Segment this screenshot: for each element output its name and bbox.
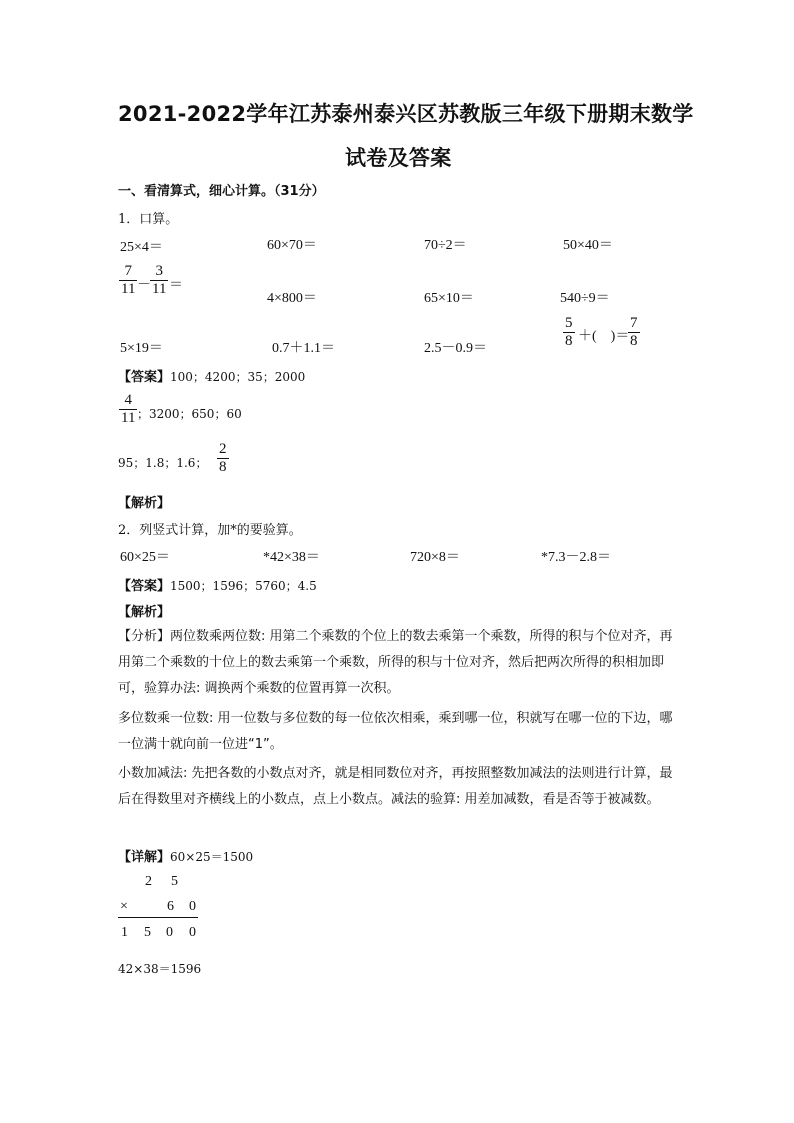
- calc-item: 60×25＝: [120, 550, 170, 565]
- calc-item: 2.5－0.9＝: [424, 341, 487, 356]
- fraction-7-11: $\frac{7}{11}$: [121, 263, 136, 297]
- detail-block: [118, 846, 253, 865]
- calc-item: 0.7＋1.1＝: [272, 341, 335, 356]
- answer-fraction-2-8: $\frac{2}{8}$: [219, 441, 227, 475]
- answer-block: [118, 575, 317, 594]
- calc-item: *7.3－2.8＝: [541, 550, 611, 565]
- analysis-tag: 【解析】: [118, 496, 171, 511]
- analysis-paragraph: 【分析】两位数乘两位数: 用第二个乘数的个位上的数去乘第一个乘数，所得的积与个位对齐，再用第二个乘数的十位上的数去乘第一个乘数，所得的积与十位对齐，然后把两次所得的积相加即可，验算办法: 调换两个乘数的位置再算一次积。: [118, 629, 673, 696]
- vertical-digit: 5: [144, 925, 151, 940]
- detail-tag: 【详解】: [118, 850, 171, 865]
- vertical-digit: 0: [166, 925, 173, 940]
- answer-text: 95；1.8；1.6；: [118, 456, 208, 470]
- vertical-digit: 5: [171, 874, 178, 889]
- vertical-digit: 2: [145, 874, 152, 889]
- calc-item: 720×8＝: [410, 550, 460, 565]
- fraction-7-8: $\frac{7}{8}$: [630, 315, 638, 349]
- question-2-label: 2．列竖式计算，加*的要验算。: [118, 523, 302, 538]
- answer-tag: 【答案】: [118, 579, 171, 594]
- answer-text: ；3200；650；60: [137, 407, 242, 421]
- detail-equation: 60×25＝1500: [170, 850, 254, 864]
- vertical-digit: 0: [189, 925, 196, 940]
- vertical-rule: [118, 917, 198, 918]
- calc-item: 70÷2＝: [424, 238, 467, 253]
- answer-tag: 【答案】: [118, 370, 171, 385]
- page-title-line2: 试卷及答案: [345, 146, 452, 170]
- equals-sign: ＝: [169, 278, 183, 293]
- calc-item: 5×19＝: [120, 341, 163, 356]
- calc-item: 540÷9＝: [560, 291, 610, 306]
- answer-fraction-4-11: $\frac{4}{11}$: [121, 392, 136, 426]
- calc-item: 50×40＝: [563, 238, 613, 253]
- minus-sign: －: [137, 278, 151, 293]
- vertical-digit: 1: [121, 925, 128, 940]
- analysis-paragraph: 多位数乘一位数: 用一位数与多位数的每一位依次相乘，乘到哪一位，积就写在哪一位的下边，哪一位满十就向前一位进“1”。: [118, 711, 673, 752]
- calc-item: 4×800＝: [267, 291, 317, 306]
- analysis-paragraph: 小数加减法: 先把各数的小数点对齐，就是相同数位对齐，再按照整数加减法的法则进行计算，最后在得数里对齐横线上的小数点，点上小数点。减法的验算: 用差加减数，看是否等于被减数。: [118, 766, 673, 807]
- calc-item: 60×70＝: [267, 238, 317, 253]
- calc-item: 25×4＝: [120, 240, 163, 255]
- answer-block: [118, 366, 305, 385]
- analysis-tag: 【解析】: [118, 605, 171, 620]
- multiply-sign: ×: [120, 899, 128, 914]
- vertical-digit: 0: [189, 899, 196, 914]
- answer-text: 1500；1596；5760；4.5: [170, 579, 317, 593]
- answer-text: 100；4200；35；2000: [170, 370, 306, 384]
- calc-item: 65×10＝: [424, 291, 474, 306]
- page-title: 2021-2022学年江苏泰州泰兴区苏教版三年级下册期末数学: [118, 102, 694, 126]
- vertical-digit: 6: [167, 899, 174, 914]
- fraction-5-8: $\frac{5}{8}$: [565, 315, 573, 349]
- calc-item: *42×38＝: [263, 550, 320, 565]
- paren-equation: ＋( )＝: [578, 329, 630, 344]
- section-heading: 一、看清算式，细心计算。（31分）: [118, 184, 325, 199]
- question-1-label: 1．口算。: [118, 212, 179, 227]
- detail-equation: 42×38＝1596: [118, 962, 202, 976]
- fraction-3-11: $\frac{3}{11}$: [152, 263, 167, 297]
